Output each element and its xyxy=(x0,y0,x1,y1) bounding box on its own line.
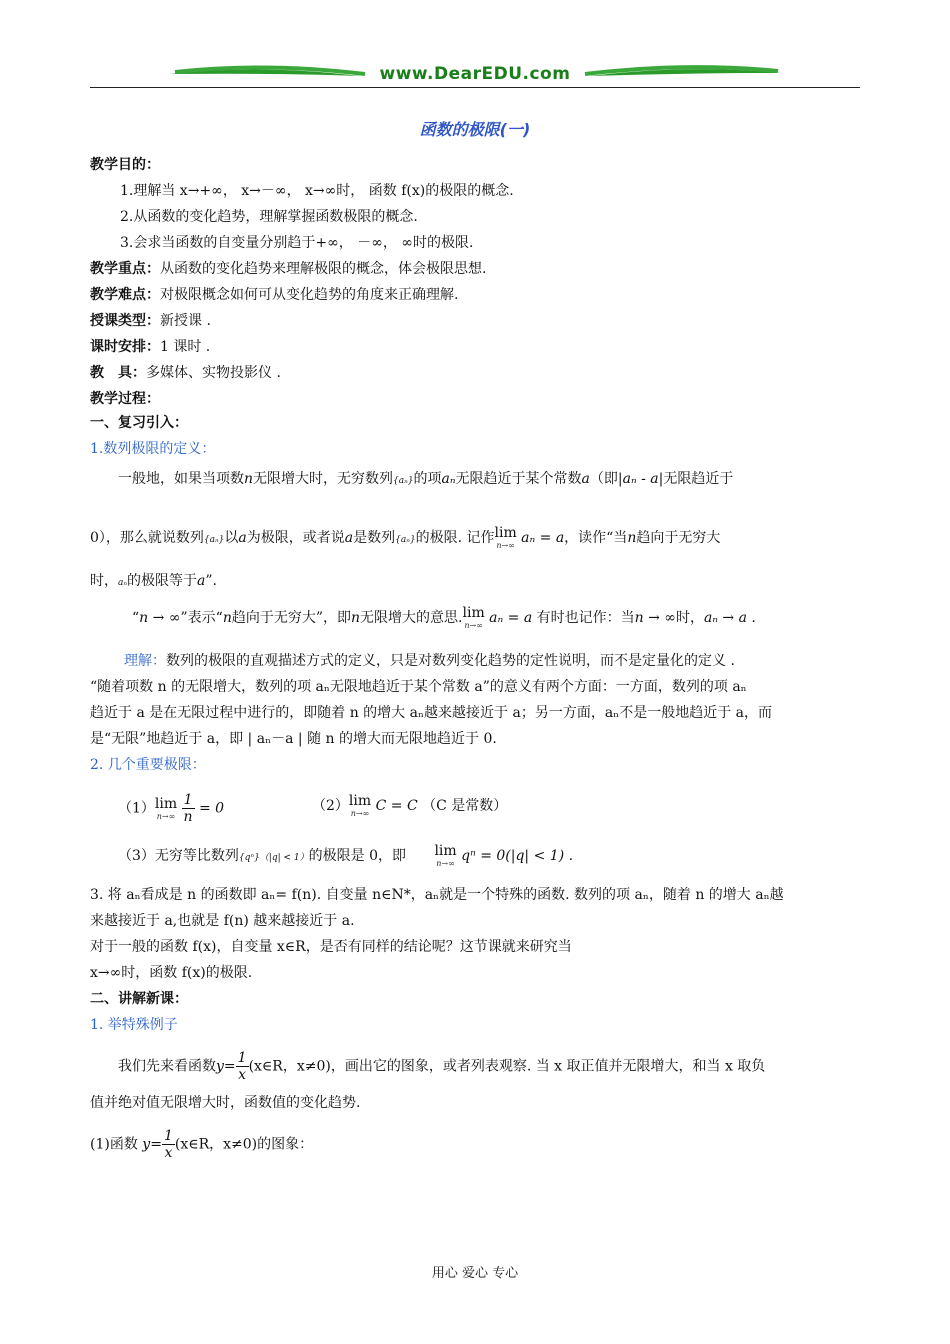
example-line-2: 值并绝对值无限增大时，函数值的变化趋势. xyxy=(90,1095,361,1111)
def-text-2e: 的极限. 记作 xyxy=(415,530,495,546)
def-text-4b: ”表示“ xyxy=(180,610,223,626)
math-a: a xyxy=(238,530,247,546)
limit-expression: lim n→∞ xyxy=(462,605,485,630)
objective-2: 2.从函数的变化趋势，理解掌握函数极限的概念. xyxy=(120,209,418,225)
example-text-3b: (x∈R，x≠0)的图象： xyxy=(174,1136,314,1153)
difficulty-label: 教学难点： xyxy=(90,287,160,303)
def-text-4f: 时， xyxy=(675,610,704,626)
math-an-to-a: aₙ → a . xyxy=(703,610,756,626)
objective-3: 3.会求当函数的自变量分别趋于+∞， －∞， ∞时的极限. xyxy=(120,235,474,251)
formula-3-text: 的极限是 0，即 xyxy=(308,848,406,864)
math-an-eq-a: aₙ = a xyxy=(484,610,537,626)
page-title: 函数的极限(一) xyxy=(419,120,531,139)
limit-formula-1 xyxy=(118,792,224,825)
example-text-1a: 我们先来看函数 xyxy=(118,1058,216,1075)
example-text-3a: (1)函数 xyxy=(90,1136,138,1153)
definition-line-2 xyxy=(90,524,720,550)
difficulty-line xyxy=(90,286,458,304)
time-line xyxy=(90,338,210,356)
math-n: n xyxy=(351,610,361,626)
limit-formula-2 xyxy=(312,792,507,818)
example-line-1 xyxy=(118,1050,765,1083)
math-seq-qn: {qⁿ} xyxy=(238,853,260,863)
lesson-type-line xyxy=(90,312,211,330)
math-n: n xyxy=(627,530,637,546)
section3-line-3: 对于一般的函数 f(x)，自变量 x∈R，是否有同样的结论呢？这节课就来研究当 xyxy=(90,939,572,955)
key-points-label: 教学重点： xyxy=(90,261,160,277)
formula-2-note: （C 是常数） xyxy=(422,798,508,814)
def-text-2d: 是数列 xyxy=(353,530,396,546)
understand-line-2: “随着项数 n 的无限增大，数列的项 aₙ无限地趋近于某个常数 a”的意义有两个方面：一方面，数列的项 aₙ xyxy=(90,679,747,695)
math-abs-q-lt-1: （|q| < 1） xyxy=(259,853,309,863)
lesson-type-text: 新授课 . xyxy=(160,313,211,329)
understand-text-1: 数列的极限的直观描述方式的定义，只是对数列变化趋势的定性说明，而不是定量化的定义 . xyxy=(166,653,735,669)
section1-sub-definition: 1.数列极限的定义： xyxy=(90,441,216,457)
important-limits-heading: 2. 几个重要极限： xyxy=(90,757,206,773)
section3-line-1: 3. 将 aₙ看成是 n 的函数即 aₙ= f(n). 自变量 n∈N*，aₙ就是一个特殊的函数. 数列的项 aₙ，随着 n 的增大 aₙ越 xyxy=(90,887,784,903)
math-qn-eq-0: qⁿ = 0(|q| < 1) . xyxy=(456,848,574,864)
def-text-2c: 为极限，或者说 xyxy=(246,530,345,546)
objectives-heading: 教学目的： xyxy=(90,157,160,173)
def-text-4e: 有时也记作：当 xyxy=(536,610,635,626)
math-y-eq: y= xyxy=(216,1058,236,1075)
page-footer: 用心 爱心 专心 xyxy=(431,1266,519,1281)
def-text-1e: （即 xyxy=(589,471,618,487)
formula-3-label: （3）无穷等比数列 xyxy=(118,848,239,864)
def-text-1f: 无限趋近于 xyxy=(663,471,734,487)
tools-line xyxy=(90,364,281,382)
example-subheading: 1. 举特殊例子 xyxy=(90,1017,178,1033)
def-text-2b: 以 xyxy=(224,530,239,546)
site-url: www.DearEDU.com xyxy=(379,64,571,84)
key-points-line xyxy=(90,260,486,278)
fraction-1-over-x: $\frac{1}{x}$ xyxy=(163,1128,173,1161)
understand-label: 理解： xyxy=(124,653,166,669)
math-an-eq-a: aₙ = a xyxy=(516,530,565,546)
math-c-eq-c: C = C xyxy=(371,798,423,814)
limit-expression: lim n→∞ xyxy=(494,525,517,550)
key-points-text: 从函数的变化趋势来理解极限的概念，体会极限思想. xyxy=(160,261,487,277)
def-text-2f: ，读作“当 xyxy=(564,530,628,546)
def-text-3a: 时， xyxy=(90,573,118,589)
process-heading: 教学过程： xyxy=(90,391,160,407)
difficulty-text: 对极限概念如何可从变化趋势的角度来正确理解. xyxy=(160,287,459,303)
limit-formula-3 xyxy=(118,842,573,868)
def-text-4a: “ xyxy=(132,610,140,626)
math-an: aₙ xyxy=(118,578,128,588)
math-n: n xyxy=(222,610,232,626)
def-text-1d: 无限趋近于某个常数 xyxy=(455,471,582,487)
understand-line-4: 是“无限”地趋近于 a，即 | aₙ－a | 随 n 的增大而无限地趋近于 0. xyxy=(90,731,497,747)
header-divider xyxy=(90,87,860,88)
def-text-1c: 的项 xyxy=(413,471,442,487)
definition-line-1 xyxy=(118,470,733,490)
tools-text: 多媒体、实物投影仪 . xyxy=(146,365,281,381)
def-text-2g: 趋向于无穷大 xyxy=(636,530,721,546)
math-seq-an: {aₙ} xyxy=(203,535,225,545)
limit-expression: lim n→∞ xyxy=(154,795,178,821)
def-text-2a: 0），那么就说数列 xyxy=(90,530,204,546)
objective-1: 1.理解当 x→+∞， x→－∞， x→∞时， 函数 f(x)的极限的概念. xyxy=(120,183,514,199)
fraction-1-over-x: $\frac{1}{x}$ xyxy=(237,1050,247,1083)
example-text-1b: (x∈R，x≠0)，画出它的图象，或者列表观察. 当 x 取正值并无限增大，和当 x 取负 xyxy=(248,1058,766,1075)
definition-line-3 xyxy=(90,572,217,592)
time-label: 课时安排： xyxy=(90,339,160,355)
def-text-3b: 的极限等于 xyxy=(127,573,198,589)
def-text-1a: 一般地，如果当项数 xyxy=(118,471,244,487)
math-an: aₙ xyxy=(441,471,456,487)
limit-expression: lim n→∞ xyxy=(434,843,457,868)
understand-line-3: 趋近于 a 是在无限过程中进行的，即随着 n 的增大 aₙ越来越接近于 a；另一方面，aₙ不是一般地趋近于 a，而 xyxy=(90,705,773,721)
section1-heading: 一、复习引入： xyxy=(90,415,188,431)
example-line-3 xyxy=(90,1128,313,1161)
definition-line-4 xyxy=(132,604,756,630)
section2-new-heading: 二、讲解新课： xyxy=(90,991,188,1007)
lesson-type-label: 授课类型： xyxy=(90,313,160,329)
math-n-to-inf: n → ∞ xyxy=(139,610,181,626)
def-text-3c: ”. xyxy=(205,573,217,589)
def-text-4d: 无限增大的意思. xyxy=(360,610,463,626)
math-y-eq: y= xyxy=(137,1136,162,1153)
formula-1-label: （1） xyxy=(118,800,155,817)
understand-line-1 xyxy=(124,652,735,670)
math-abs-an-a: |aₙ - a| xyxy=(617,471,664,487)
math-n: n xyxy=(244,471,254,487)
math-seq-an: {aₙ} xyxy=(395,535,416,545)
def-text-1b: 无限增大时，无穷数列 xyxy=(253,471,394,487)
fraction-1-over-n: $\frac{1}{n}$ xyxy=(183,792,193,825)
math-a: a xyxy=(581,471,590,487)
tools-label: 教 具： xyxy=(90,365,146,381)
limit-expression: lim n→∞ xyxy=(348,793,372,818)
math-a: a xyxy=(344,530,354,546)
site-header xyxy=(90,62,860,90)
time-text: 1 课时 . xyxy=(160,339,211,355)
section3-line-4: x→∞时，函数 f(x)的极限. xyxy=(90,965,253,981)
math-eq-0: = 0 xyxy=(194,800,225,817)
def-text-4c: 趋向于无穷大”，即 xyxy=(231,610,352,626)
section3-line-2: 来越接近于 a,也就是 f(n) 越来越接近于 a. xyxy=(90,913,355,929)
formula-2-label: （2） xyxy=(312,798,349,814)
math-a: a xyxy=(197,573,206,589)
math-n-to-inf: n → ∞ xyxy=(634,610,676,626)
math-seq-an: {aₙ} xyxy=(393,476,414,486)
